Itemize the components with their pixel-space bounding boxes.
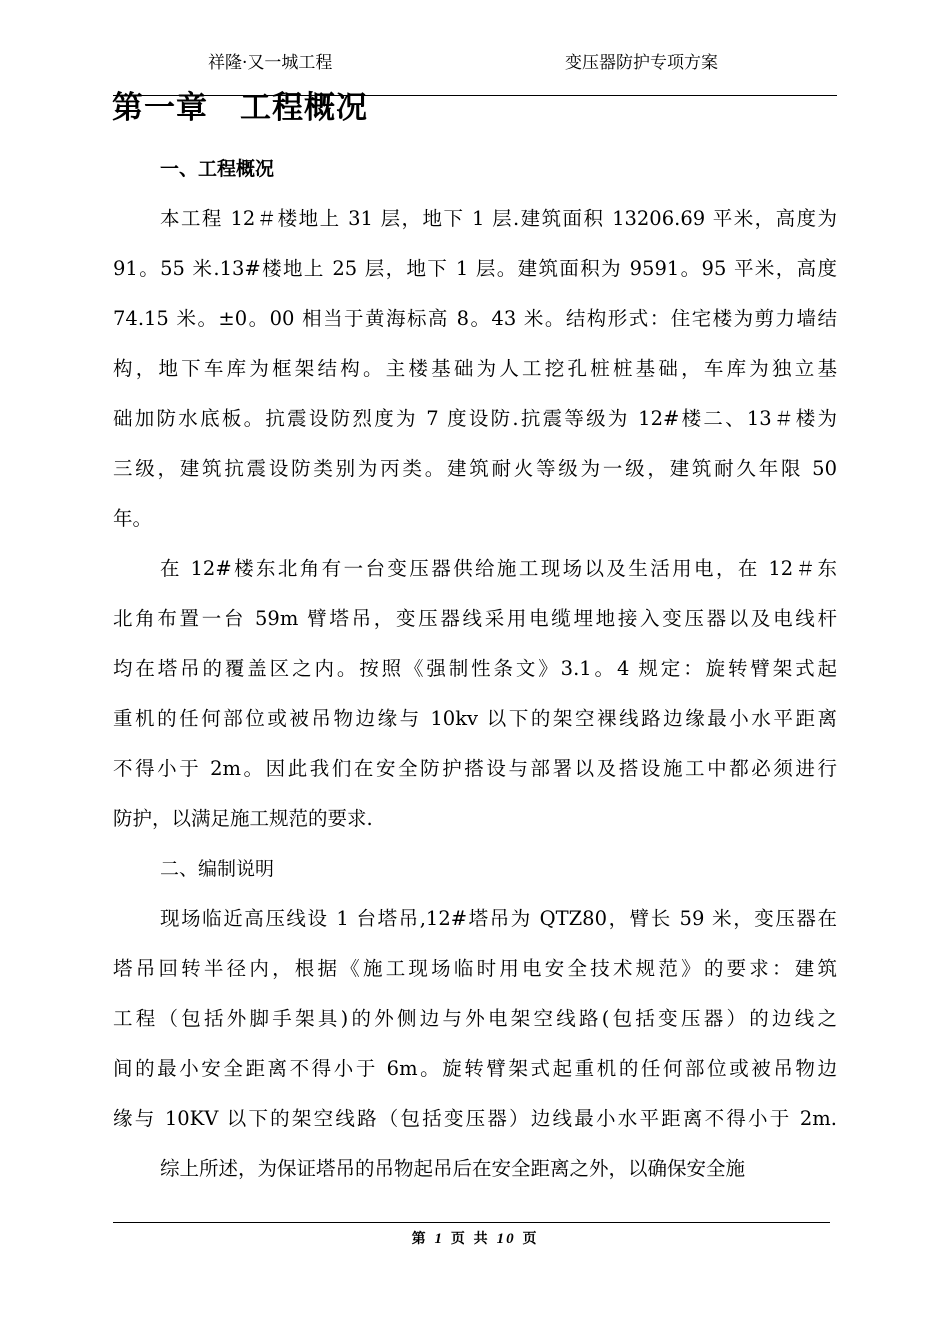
paragraph-line: 不得小于 2m。因此我们在安全防护搭设与部署以及搭设施工中都必须进行	[113, 757, 837, 780]
paragraph-line: 现场临近高压线设 1 台塔吊,12#塔吊为 QTZ80，臂长 59 米，变压器在	[160, 907, 837, 930]
paragraph-line: 北角布置一台 59m 臂塔吊，变压器线采用电缆埋地接入变压器以及电线杆	[113, 607, 837, 630]
section-heading-explanation: 二、编制说明	[160, 858, 275, 880]
paragraph-line: 91。55 米.13#楼地上 25 层，地下 1 层。建筑面积为 9591。95 平米，高度	[113, 257, 837, 280]
paragraph-line: 塔吊回转半径内，根据《施工现场临时用电安全技术规范》的要求：建筑	[113, 957, 837, 980]
paragraph-line: 74.15 米。±0。00 相当于黄海标高 8。43 米。结构形式：住宅楼为剪力墙结	[113, 307, 837, 330]
footer-divider	[113, 1222, 830, 1223]
paragraph-line: 均在塔吊的覆盖区之内。按照《强制性条文》3.1。4 规定：旋转臂架式起	[113, 657, 837, 680]
paragraph-line: 在 12#楼东北角有一台变压器供给施工现场以及生活用电，在 12＃东	[160, 557, 837, 580]
footer-total-pages: 10	[496, 1231, 516, 1247]
paragraph-line: 础加防水底板。抗震设防烈度为 7 度设防.抗震等级为 12#楼二、13＃楼为	[113, 407, 837, 430]
paragraph-line: 综上所述，为保证塔吊的吊物起吊后在安全距离之外，以确保安全施	[160, 1157, 746, 1180]
paragraph-line: 年。	[113, 507, 153, 530]
paragraph-line: 构，地下车库为框架结构。主楼基础为人工挖孔桩桩基础，车库为独立基	[113, 357, 837, 380]
paragraph-line: 间的最小安全距离不得小于 6m。旋转臂架式起重机的任何部位或被吊物边	[113, 1057, 837, 1080]
paragraph-line: 三级，建筑抗震设防类别为丙类。建筑耐火等级为一级，建筑耐久年限 50	[113, 457, 837, 480]
footer-page-number: 1	[434, 1231, 444, 1247]
footer-prefix: 第	[411, 1231, 428, 1247]
paragraph-line: 工程（包括外脚手架具)的外侧边与外电架空线路(包括变压器）的边线之	[113, 1007, 837, 1030]
footer-suffix: 页	[522, 1231, 539, 1247]
paragraph-line: 重机的任何部位或被吊物边缘与 10kv 以下的架空裸线路边缘最小水平距离	[113, 707, 837, 730]
section-heading-overview: 一、工程概况	[160, 158, 275, 180]
paragraph-line: 防护，以满足施工规范的要求.	[113, 807, 373, 830]
paragraph-line: 缘与 10KV 以下的架空线路（包括变压器）边线最小水平距离不得小于 2m.	[113, 1107, 837, 1130]
page-number-footer	[0, 1229, 950, 1249]
footer-middle: 页 共	[450, 1231, 490, 1247]
header-document-title: 变压器防护专项方案	[565, 53, 718, 73]
header-project-name: 祥隆·又一城工程	[208, 53, 333, 73]
paragraph-line: 本工程 12＃楼地上 31 层，地下 1 层.建筑面积 13206.69 平米，高度为	[160, 207, 837, 230]
chapter-title: 第一章 工程概况	[112, 90, 368, 126]
